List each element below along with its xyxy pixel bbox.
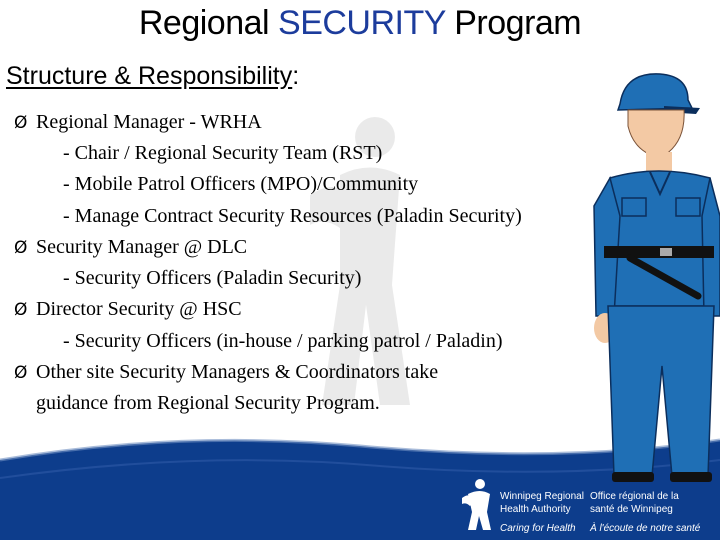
wrha-logo-icon (460, 478, 494, 532)
slide-title (0, 4, 720, 43)
sub-item: - Chair / Regional Security Team (RST) (63, 142, 383, 164)
french-name-line1: Office régional de la (590, 491, 679, 502)
bullet-text: Security Manager @ DLC (36, 236, 248, 258)
title-accent: SECURITY (278, 4, 446, 42)
sub-item: - Security Officers (in-house / parking patrol / Paladin) (63, 330, 503, 352)
security-guard-illustration (580, 66, 720, 486)
bullet-item (14, 110, 262, 135)
english-tagline: Caring for Health (500, 523, 576, 534)
section-heading (6, 62, 299, 91)
wrha-english-name (500, 490, 584, 535)
bullet-item (14, 235, 247, 260)
sub-item: - Mobile Patrol Officers (MPO)/Community (63, 173, 419, 195)
bullet-item (14, 360, 438, 385)
bullet-text-continued: guidance from Regional Security Program. (36, 392, 380, 414)
french-name-line2: santé de Winnipeg (590, 504, 673, 515)
sub-item: - Security Officers (Paladin Security) (63, 267, 362, 289)
wrha-french-name (590, 490, 700, 535)
arrow-bullet-icon: Ø (14, 238, 28, 258)
arrow-bullet-icon: Ø (14, 300, 28, 320)
english-name-line2: Health Authority (500, 504, 571, 515)
bullet-text: Director Security @ HSC (36, 298, 242, 320)
bullet-item (14, 297, 242, 322)
arrow-bullet-icon: Ø (14, 113, 28, 133)
bullet-list (14, 110, 624, 430)
title-text-end: Program (445, 4, 582, 42)
arrow-bullet-icon: Ø (14, 363, 28, 383)
section-heading-text: Structure & Responsibility (6, 62, 293, 90)
bullet-text: Regional Manager - WRHA (36, 111, 262, 133)
bullet-text: Other site Security Managers & Coordinators take (36, 361, 439, 383)
english-name-line1: Winnipeg Regional (500, 491, 584, 502)
sub-item: - Manage Contract Security Resources (Paladin Security) (63, 205, 522, 227)
section-heading-colon: : (292, 62, 300, 90)
french-tagline: À l'écoute de notre santé (590, 523, 701, 534)
title-text: Regional (138, 4, 279, 42)
